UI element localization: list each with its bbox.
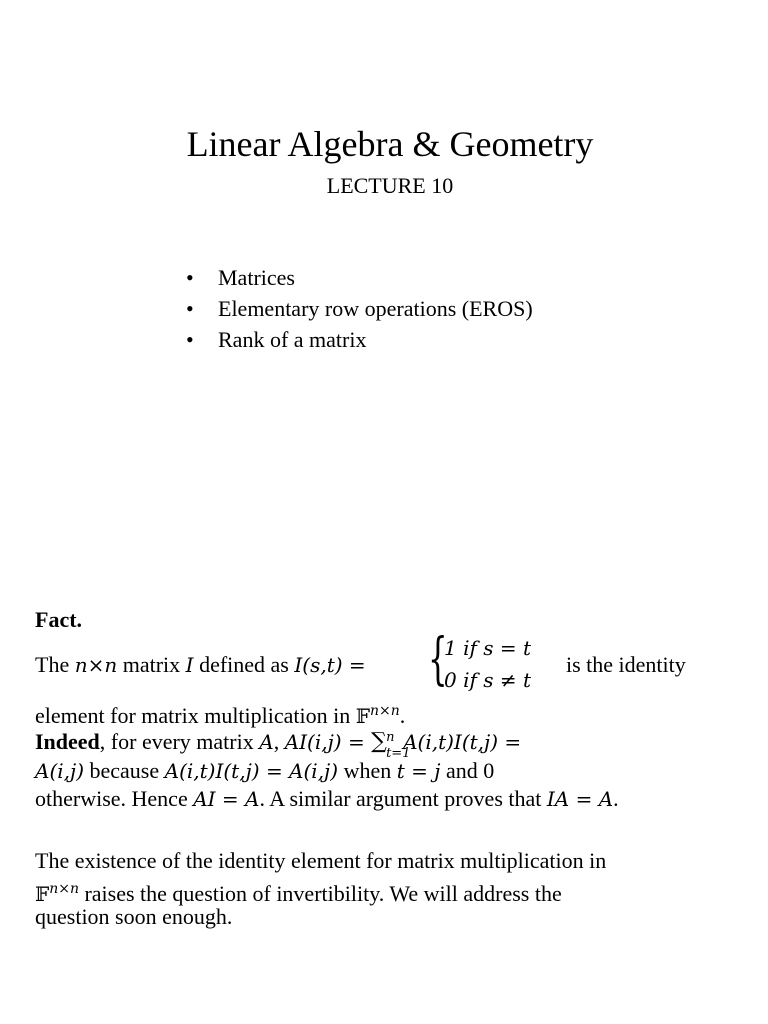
math-expression: A(i,t)I(t,j) = A(i,j) (164, 759, 339, 783)
superscript: n×n (369, 703, 400, 719)
text: and 0 (440, 758, 495, 783)
math-expression: n×n (74, 653, 118, 677)
text: , for every matrix (99, 729, 260, 754)
text: The (35, 652, 75, 677)
math-expression: A(i,t)I(t,j) = (403, 730, 522, 754)
fact-line-1 (35, 650, 366, 680)
closing-line-1: The existence of the identity element for matrix multiplication in (35, 848, 607, 873)
bullet-icon: • (186, 327, 194, 352)
field-symbol: 𝔽 (355, 704, 370, 728)
case-equal: 1 if s = t (444, 636, 532, 660)
math-expression: AI(i,j) = (284, 730, 372, 754)
sum-upper-limit: n (386, 730, 395, 745)
fact-line-2 (35, 696, 405, 731)
topic-label: Elementary row operations (EROS) (218, 296, 533, 321)
bullet-icon: • (186, 265, 194, 290)
text: . A similar argument proves that (259, 786, 547, 811)
topic-item (186, 324, 533, 355)
indeed-label: Indeed (35, 729, 100, 754)
text: when (338, 758, 397, 783)
text: , (273, 729, 285, 754)
text: . (399, 703, 406, 728)
summation (371, 727, 411, 761)
topic-item (186, 262, 533, 293)
fact-line-5 (35, 784, 619, 814)
math-expression: IA = A (546, 787, 614, 811)
text: raises the question of invertibility. We will address the (78, 881, 562, 906)
topic-label: Matrices (218, 265, 295, 290)
fact-line-3 (35, 727, 522, 761)
text: because (84, 758, 165, 783)
math-expression: t = j (396, 759, 441, 783)
math-expression: AI = A (193, 787, 260, 811)
math-expression: I (185, 653, 194, 677)
math-expression: A (259, 730, 274, 754)
text: matrix (117, 652, 186, 677)
topic-label: Rank of a matrix (218, 327, 367, 352)
closing-line-3: question soon enough. (35, 904, 233, 929)
text: element for matrix multiplication in (35, 703, 356, 728)
topic-item (186, 293, 533, 324)
case-not-equal: 0 if s ≠ t (444, 668, 532, 692)
text: defined as (193, 652, 295, 677)
topic-list (186, 262, 533, 355)
piecewise-definition (428, 627, 568, 696)
sum-lower-limit: t=1 (386, 746, 411, 761)
fact-heading: Fact. (35, 607, 83, 632)
fact-line-4 (35, 756, 494, 786)
lecture-number: LECTURE 10 (326, 173, 454, 198)
lecture-title: Linear Algebra & Geometry (186, 124, 594, 164)
field-symbol: 𝔽 (35, 882, 50, 906)
fact-line-1-tail: is the identity (566, 652, 686, 677)
math-expression: A(i,j) (35, 759, 85, 783)
superscript: n×n (49, 881, 79, 897)
math-expression: I(s,t) = (294, 653, 366, 677)
sum-icon: ∑ (371, 729, 387, 754)
bullet-icon: • (186, 296, 194, 321)
text: . (613, 786, 619, 811)
text: otherwise. Hence (35, 786, 194, 811)
left-brace-icon: { (428, 627, 448, 692)
